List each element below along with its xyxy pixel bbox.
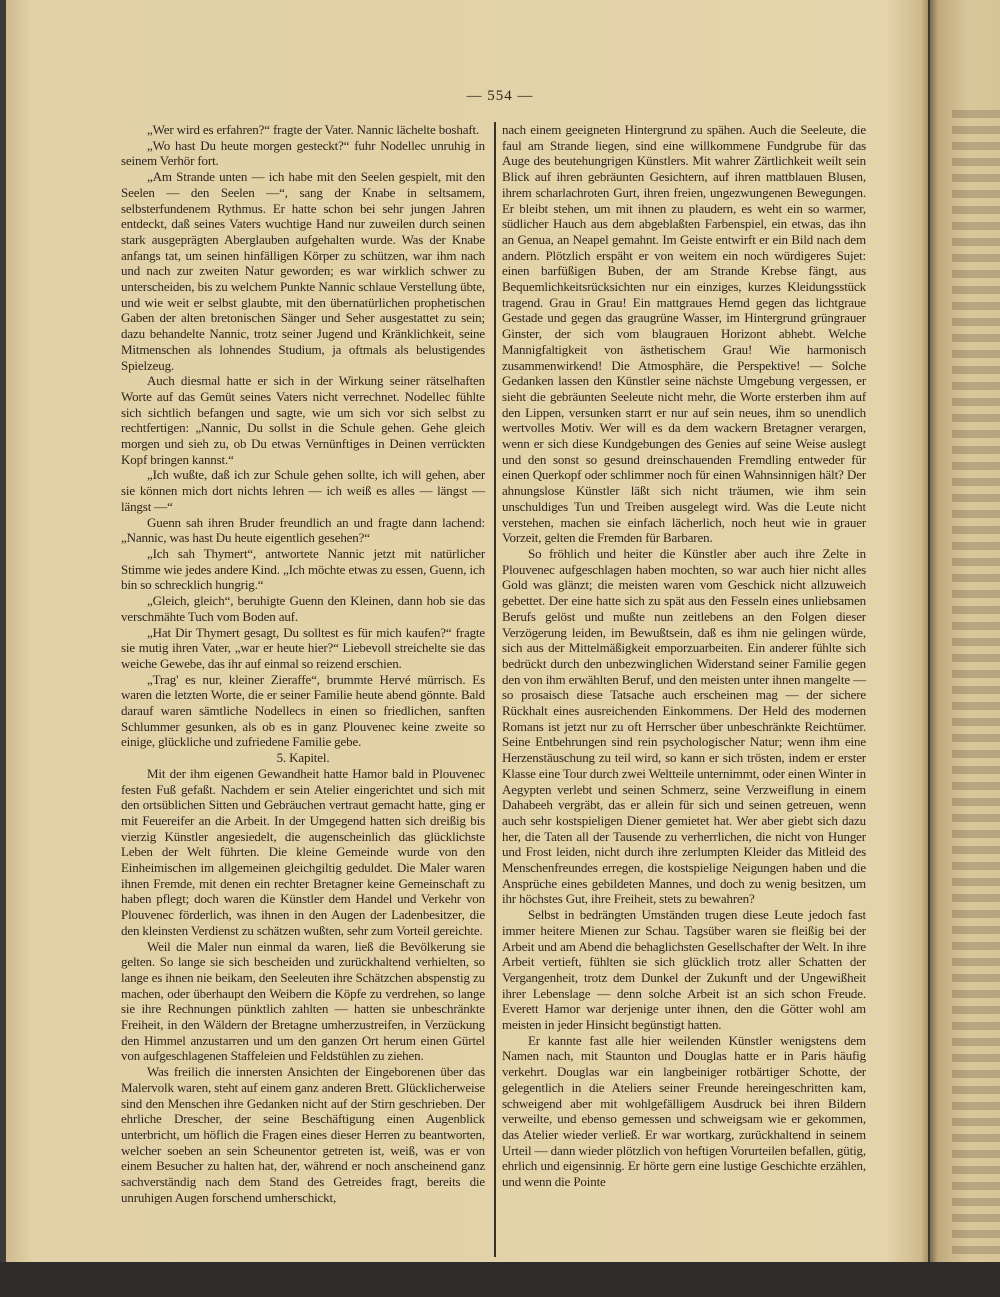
paragraph: „Ich wußte, daß ich zur Schule gehen sollte, ich will gehen, aber sie können mich dort nichts lehren — ich weiß es alles — längst — längst —“ [121, 467, 485, 514]
column-rule [494, 122, 496, 1257]
paragraph: „Gleich, gleich“, beruhigte Guenn den Kleinen, dann hob sie das verschmähte Tuch vom Boden auf. [121, 593, 485, 624]
paragraph: „Am Strande unten — ich habe mit den Seelen gespielt, mit den Seelen — den Seelen —“, sang der Knabe in seltsamem, selbsterfundenem Rythmus. Er hatte schon bei sehr jungen Jahren entdeckt, daß seines Vaters wuchtige Hand nur zuweilen durch seinen stark ausgeprägten Aberglauben aufgehalten wurde. Was der Knabe anfangs tat, um seinen hinfälligen Körper zu schützen, war ihm nach und nach zur zweiten Natur geworden; es war wirklich schwer zu unterscheiden, bis zu welchem Punkte Nannic schlaue Verstellung übte, und wie weit er selbst glaubte, mit den übernatürlichen prophetischen Gaben der alten bretonischen Sänger und Seher ausgestattet zu sein; dazu behandelte Nannic, trotz seiner Jugend und Kränklichkeit, seine Mitmenschen als lohnendes Studium, ja oftmals als belustigendes Spielzeug. [121, 169, 485, 373]
paragraph: Er kannte fast alle hier weilenden Künstler wenigstens dem Namen nach, mit Staunton und Douglas hatte er in Paris häufig verkehrt. Douglas war ein langbeiniger rotbärtiger Schotte, der gelegentlich in die Ateliers seiner Freunde hereingeschritten kam, schweigend aber mit wohlgefälligem Ausdruck bei ihren Bildern verweilte, und ebenso gemessen und schweigsam wie er gekommen, das Atelier wieder verließ. Er war wortkarg, zurückhaltend in seinem Urteil — dann wieder plötzlich von heftigen Vorurteilen befallen, gütig, ehrlich und eigensinnig. Er hörte gern eine lustige Geschichte erzählen, und wenn die Pointe [502, 1032, 866, 1190]
paragraph: So fröhlich und heiter die Künstler aber auch ihre Zelte in Plouvenec aufgeschlagen haben mochten, so war auch hier nicht alles Gold was glänzt; die meisten waren vom Geschick nicht allzuweich gebettet. Der eine hatte sich zu spät aus den Fesseln eines unliebsamen Berufs gelöst und mußte nun zeitlebens an den Folgen dieser Verzögerung leiden, im Bewußtsein, daß es ihm nie gelingen würde, sich aus der Mittelmäßigkeit emporzuarbeiten. Ein anderer fühlte sich bedrückt durch den unbezwinglichen Widerstand seiner Familie gegen den von ihm erwählten Beruf, und den meisten unter ihnen mangelte — so prosaisch diese Tatsache auch erscheinen mag — der sichere Rückhalt eines ausreichenden Einkommens. Der Held des modernen Romans ist jetzt nur zu oft Herrscher über unbeschränkte Reichtümer. Seine Entbehrungen sind rein psychologischer Natur; wenn ihm eine Herzenstäuschung zu teil wird, so kann er sich trösten, indem er erster Klasse eine Tour durch zwei Weltteile unternimmt, oder einen Winter in Aegypten verlebt und seinen Schmerz, seine Verzweiflung in einem Dahabeeh vergräbt, das er allein für sich und seinen getreuen, wenn auch sehr kostspieligen Diener gemietet hat. Wer aber giebt sich dazu her, die Taten all der Tausende zu verherrlichen, die nicht von Hunger und Frost leiden, nicht durch ihre zerlumpten Kleider das Mitleid des Menschenfreundes erregen, die kostspielige Neigungen haben und die Ansprüche eines gebildeten Mannes, und doch zu wenig besitzen, um ihr höchstes Gut, ihre Freiheit, stets zu bewahren? [502, 545, 866, 907]
paragraph: „Wo hast Du heute morgen gesteckt?“ fuhr Nodellec unruhig in seinem Verhör fort. [121, 137, 485, 169]
paragraph: Mit der ihm eigenen Gewandheit hatte Hamor bald in Plouvenec festen Fuß gefaßt. Nachdem er sein Atelier eingerichtet und sich mit den ortsüblichen Sitten und Gebräuchen vertraut gemacht hatte, ging er mit Feuereifer an die Arbeit. In der Umgegend hatten sich dreißig bis vierzig Künstler angesiedelt, die augenscheinlich das glücklichste Leben der Welt führten. Die kleine Gemeinde wurde von den Einheimischen im allgemeinen gleichgiltig geduldet. Die Maler waren ihnen Fremde, mit denen ein rechter Bretagner keine Gemeinschaft zu haben pflegt; doch waren die Künstler dem Handel und Verkehr von Plouvenec förderlich, was ihnen in den Augen der Ladenbesitzer, die den kleinsten Verdienst zu schätzen wußten, sehr zum Vorteil gereichte. [121, 765, 485, 938]
paragraph: Was freilich die innersten Ansichten der Eingeborenen über das Malervolk waren, steht auf einem ganz anderen Brett. Glücklicherweise sind den Menschen ihre Gedanken nicht auf der Stirn geschrieben. Der ehrliche Drescher, der seine Beschäftigung einen Augenblick unterbricht, um höflich die Fragen eines dieser Herren zu beantworten, welcher soeben an sein Scheunentor getreten ist, weiß, was er von einem Besucher zu halten hat, der, während er noch anscheinend ganz sachverständig nach dem Stand des Getreides fragt, bereits die unruhigen Augen forschend umherschickt, [121, 1064, 485, 1205]
paragraph: Guenn sah ihren Bruder freundlich an und fragte dann lachend: „Nannic, was hast Du heute eigentlich gesehen?“ [121, 514, 485, 546]
paragraph: Weil die Maler nun einmal da waren, ließ die Bevölkerung sie gelten. So lange sie sich bescheiden und zurückhaltend verhielten, so lange es ihnen nie beikam, den Seeleuten ihre Schätzchen abspenstig zu machen, oder überhaupt den Weibern die Köpfe zu verdrehen, so lange sie ihre Rechnungen pünktlich zahlten — hatten sie unbeschränkte Freiheit, in den Wäldern der Bretagne umherzustreifen, in Verzückung den Himmel anzustarren und um den ganzen Ort herum einen Gürtel von aufgeschlagenen Staffeleien und Feldstühlen zu ziehen. [121, 938, 485, 1064]
paragraph-continued: nach einem geeigneten Hintergrund zu spähen. Auch die Seeleute, die faul am Strande liegen, sind eine willkommene Fundgrube für das Auge des beutehungrigen Künstlers. Mit wahrer Zärtlichkeit weilt sein Blick auf ihren gebräunten Gesichtern, auf ihren mattblauen Blusen, ihrem scharlachroten Gurt, ihren freien, ungezwungenen Bewegungen. Er bleibt stehen, um mit ihnen zu plaudern, es weht ein so warmer, südlicher Hauch aus dem abgeblaßten Farbenspiel, ein etwas, das ihn an Genua, an Neapel gemahnt. Im Geiste entwirft er ein Bild nach dem andern. Plötzlich erspäht er von weitem ein noch würdigeres Sujet: einen barfüßigen Buben, der am Strande Krebse fängt, aus Bequemlichkeitsrücksichten nur ein einziges, kurzes Kleidungsstück tragend. Grau in Grau! Ein mattgraues Hemd gegen das lichtgraue Gestade und gegen das graugrüne Wasser, im Hintergrund grüngrauer Ginster, der sich vom blaugrauen Horizont abhebt. Welche Mannigfaltigkeit von ästhetischem Grau! Wie harmonisch zusammenwirkend! Die Atmosphäre, die Perspektive! — Solche Gedanken lassen den Künstler seine nächste Umgebung vergessen, er sieht die gebräunten Seeleute nicht mehr, die Worte ersterben ihm auf den Lippen, versunken starrt er nur auf sein neues, ihm so unendlich wertvolles Motiv. Wer will es da dem wackern Bretagner verargen, wenn er sich diese Kundgebungen des Genies auf seine Weise auslegt und den sonst so gesund dreinschauenden Fremdling entweder für einen Querkopf oder schlimmer noch für einen Wahnsinnigen hält? Der ahnungslose Künstler läßt sich nicht träumen, wie ihm sein unschuldiges Tun und Treiben ausgelegt wird. Was die Leute nicht verstehen, machen sie einfach lächerlich, noch heut wie in grauer Vorzeit, gelten die Fremden für Barbaren. [502, 122, 866, 546]
adjacent-page-text-fragments [952, 110, 1000, 1260]
paragraph: „Ich sah Thymert“, antwortete Nannic jetzt mit natürlicher Stimme wie jedes andere Kind. „Ich möchte etwas zu essen, Guenn, ich bin so schrecklich hungrig.“ [121, 545, 485, 593]
paragraph: „Hat Dir Thymert gesagt, Du solltest es für mich kaufen?“ fragte sie mutig ihren Vater, „war er heute hier?“ Liebevoll streichelte sie das weiche Gewebe, das ihr auf einmal so reizend erschien. [121, 624, 485, 671]
left-column [121, 122, 485, 1206]
paragraph: Auch diesmal hatte er sich in der Wirkung seiner rätselhaften Worte auf das Gemüt seines Vaters nicht verrechnet. Nodellec fühlte sich sichtlich befangen und sagte, wie um sich vor sich selbst zu rechtfertigen: „Nannic, Du sollst in die Schule gehen. Gehe gleich morgen und sieh zu, ob Du etwas Vernünftiges in Deinen verrückten Kopf bringen kannst.“ [121, 373, 485, 467]
chapter-heading: 5. Kapitel. [276, 750, 330, 766]
paragraph: „Trag' es nur, kleiner Zieraffe“, brummte Hervé mürrisch. Es waren die letzten Worte, die er seiner Familie heute abend gönnte. Bald darauf waren sämtliche Nodellecs in einen so friedlichen, sanften Schlummer gesunken, als ob es in ganz Plouvenec keine zweite so einige, glückliche und zufriedene Familie gebe. [121, 671, 485, 750]
paragraph: „Wer wird es erfahren?“ fragte der Vater. Nannic lächelte boshaft. [147, 122, 480, 137]
right-column [502, 122, 866, 1190]
paragraph: Selbst in bedrängten Umständen trugen diese Leute jedoch fast immer heitere Mienen zur Schau. Tagsüber waren sie fleißig bei der Arbeit und am Abend die behaglichsten Gesellschafter der Welt. In ihre Arbeit vertieft, fühlten sie sich glücklich trotz aller Schatten der Vergangenheit, trotz dem Dunkel der Zukunft und der Ungewißheit ihrer Lebenslage — denn solche Arbeit ist an sich schon Freude. Everett Hamor war derjenige unter ihnen, den die Götter wohl am meisten in jeder Hinsicht begünstigt hatten. [502, 907, 866, 1033]
page-number: — 554 — [466, 88, 534, 104]
scan-background [0, 1262, 1000, 1297]
